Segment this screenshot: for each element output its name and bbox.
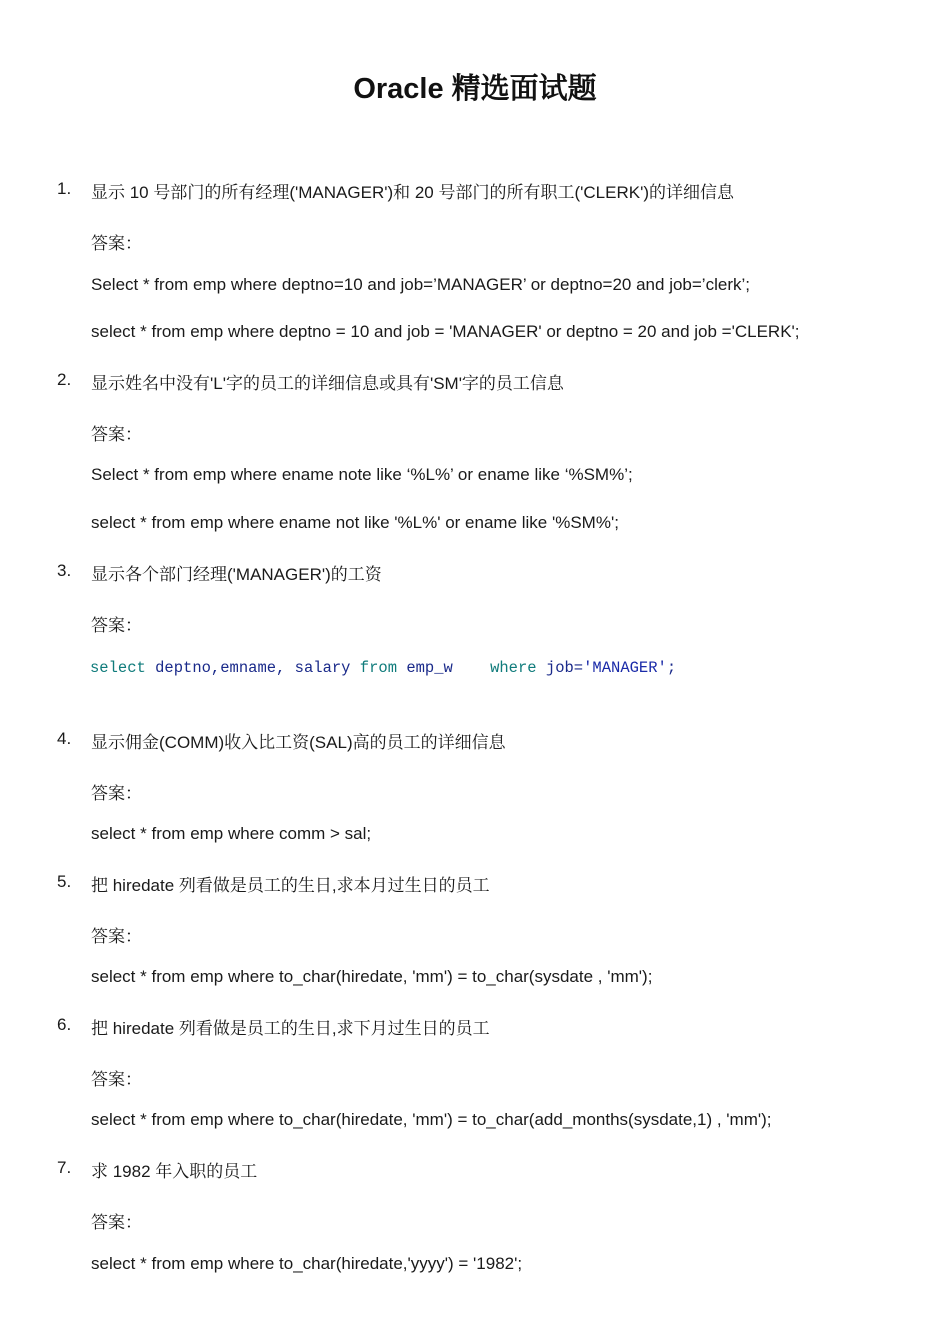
code-identifier: deptno,emname, [155,659,286,677]
answer-label: 答案： [91,784,142,803]
answer-line: select * from emp where comm > sal; [91,824,372,843]
code-keyword: where [490,659,537,677]
question-number: 5. [57,872,72,891]
code-snippet [90,659,676,677]
question-number: 3. [57,561,72,580]
answer-label: 答案： [91,1213,142,1232]
answer-line: Select * from emp where ename note like ‘%L%’ or ename like ‘%SM%’; [91,465,633,484]
answer-label: 答案： [91,234,142,253]
code-identifier: job= [545,659,584,677]
answer-line: select * from emp where deptno = 10 and job = 'MANAGER' or deptno = 20 and job ='CLERK'; [91,322,800,341]
answer-line: select * from emp where ename not like '%L%' or ename like '%SM%'; [91,513,619,532]
code-string: 'MANAGER' [583,659,667,677]
answer-line: select * from emp where to_char(hiredate, 'mm') = to_char(add_months(sysdate,1) , 'mm'); [91,1110,772,1129]
answer-line: Select * from emp where deptno=10 and job=’MANAGER’ or deptno=20 and job=’clerk’; [91,275,750,294]
document-title: Oracle 精选面试题 [353,73,597,105]
question-number: 4. [57,729,72,748]
question-text: 显示各个部门经理('MANAGER')的工资 [91,565,382,584]
answer-line: select * from emp where to_char(hiredate, 'mm') = to_char(sysdate , 'mm'); [91,967,653,986]
answer-label: 答案： [91,616,142,635]
question-text: 把 hiredate 列看做是员工的生日,求下月过生日的员工 [91,1019,490,1038]
answer-label: 答案： [91,1070,142,1089]
question-text: 显示佣金(COMM)收入比工资(SAL)高的员工的详细信息 [91,733,506,752]
question-number: 7. [57,1158,72,1177]
answer-label: 答案： [91,927,142,946]
code-identifier: emp_w [406,659,453,677]
question-number: 6. [57,1015,72,1034]
code-identifier: salary [294,659,351,677]
question-text: 显示 10 号部门的所有经理('MANAGER')和 20 号部门的所有职工('CLERK')的详细信息 [91,183,734,202]
question-number: 2. [57,370,72,389]
question-text: 显示姓名中没有'L'字的员工的详细信息或具有'SM'字的员工信息 [91,374,564,393]
question-number: 1. [57,179,72,198]
answer-line: select * from emp where to_char(hiredate,'yyyy') = '1982'; [91,1254,523,1273]
question-text: 把 hiredate 列看做是员工的生日,求本月过生日的员工 [91,876,490,895]
code-keyword: from [359,659,398,677]
code-keyword: select [90,659,146,677]
question-text: 求 1982 年入职的员工 [91,1162,258,1181]
code-identifier: ; [666,659,677,677]
answer-label: 答案： [91,425,142,444]
